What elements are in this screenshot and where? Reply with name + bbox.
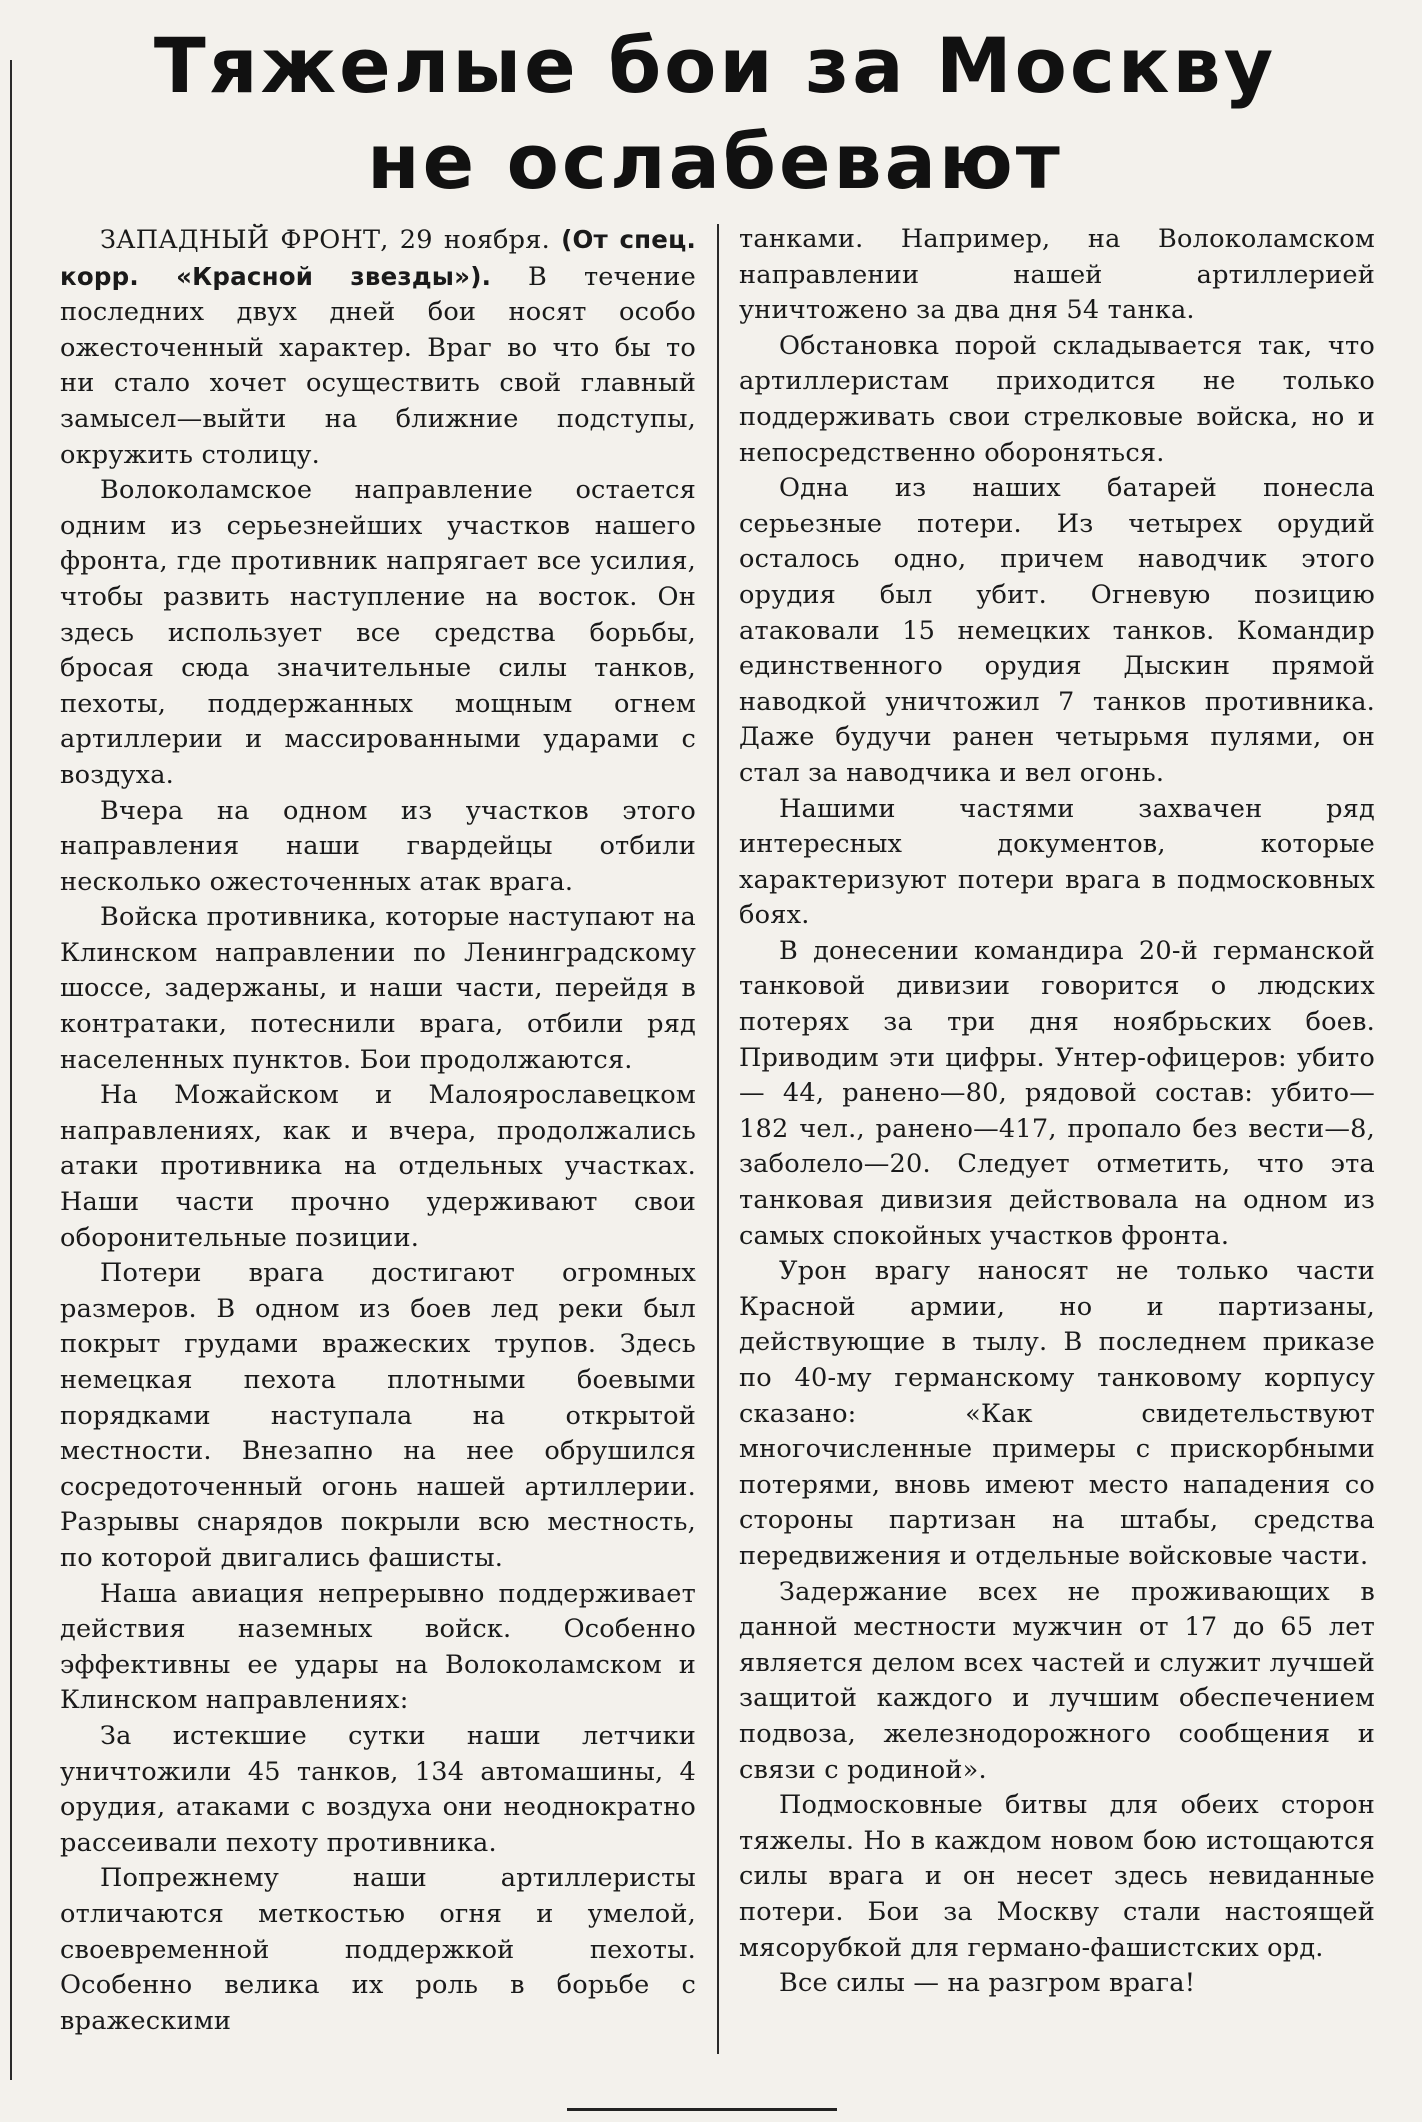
article-paragraph: На Можайском и Малоярославецком направлениях, как и вчера, продолжались атаки противника на отдельных участках. Наши части прочно удерживают свои оборонительные позиции. — [60, 1080, 696, 1253]
source-credit: (От спец. корр. «Красной звезды»). — [60, 225, 696, 291]
article-paragraph: Попрежнему наши артиллеристы отличаются меткостью огня и умелой, своевременной поддержкой пехоты. Особенно велика их роль в борьбе с вражескими — [60, 1863, 696, 2036]
article-paragraph: Подмосковные битвы для обеих сторон тяжелы. Но в каждом новом бою истощаются силы врага и он несет здесь невиданные потери. Бои за Москву стали настоящей мясорубкой для германо-фашистских орд. — [739, 1790, 1375, 1963]
article-paragraph: Войска противника, которые наступают на Клинском направлении по Ленинградскому шоссе, задержаны, и наши части, перейдя в контратаки, потеснили врага, отбили ряд населенных пунктов. Бои продолжаются. — [60, 902, 696, 1075]
article-paragraph: Урон врагу наносят не только части Красной армии, но и партизаны, действующие в тылу. В последнем приказе по 40-му германскому танковому корпусу сказано: «Как свидетельствуют многочисленные примеры с прискорбными потерями, вновь имеют место нападения со стороны партизан на штабы, средства передвижения и отдельные войсковые части. — [739, 1256, 1375, 1571]
left-column-rule — [10, 60, 12, 2080]
article-column-left — [60, 222, 696, 2062]
article-body — [60, 222, 1375, 2062]
article-paragraph: Нашими частями захвачен ряд интересных документов, которые характеризуют потери врага в подмосковных боях. — [739, 793, 1375, 931]
dateline: ЗАПАДНЫЙ ФРОНТ, 29 ноября. — [100, 225, 550, 255]
article-column-right — [739, 222, 1375, 2062]
article-paragraph: В донесении командира 20-й германской танковой дивизии говорится о людских потерях за три дня ноябрьских боев. Приводим эти цифры. Унтер-офицеров: убито — 44, ранено—80, рядовой состав: убито—182 чел., ранено—417, пропало без вести—8, заболело—20. Следует отметить, что эта танковая дивизия действовала на одном из самых спокойных участков фронта. — [739, 935, 1375, 1251]
article-paragraph-continued: танками. Например, на Волоколамском направлении нашей артиллерией уничтожено за два дня 54 танка. — [739, 224, 1375, 326]
lead-text: В течение последних двух дней бои носят особо ожесточенный характер. Враг во что бы то ни стало хочет осуществить свой главный замысел—выйти на ближние подступы, окружить столицу. — [60, 261, 696, 470]
headline-line-2: не ослабевают — [367, 117, 1063, 206]
article-paragraph: Потери врага достигают огромных размеров. В одном из боев лед реки был покрыт грудами вражеских трупов. Здесь немецкая пехота плотными боевыми порядками наступала на открытой местности. Внезапно на нее обрушился сосредоточенный огонь нашей артиллерии. Разрывы снарядов покрыли всю местность, по которой двигались фашисты. — [60, 1258, 696, 1573]
article-paragraph: Вчера на одном из участков этого направления наши гвардейцы отбили несколько ожесточенных атак врага. — [60, 795, 696, 897]
column-divider — [717, 224, 719, 2054]
headline-line-1: Тяжелые бои за Москву — [153, 21, 1277, 110]
bottom-rule — [567, 2108, 837, 2111]
closing-slogan: Все силы — на разгром врага! — [779, 1968, 1196, 1999]
article-paragraph: Одна из наших батарей понесла серьезные потери. Из четырех орудий осталось одно, причем наводчик этого орудия был убит. Огневую позицию атаковали 15 немецких танков. Командир единственного орудия Дыскин прямой наводкой уничтожил 7 танков противника. Даже будучи ранен четырьмя пулями, он стал за наводчика и вел огонь. — [739, 473, 1375, 788]
headline — [40, 18, 1390, 210]
article-paragraph: Наша авиация непрерывно поддерживает действия наземных войск. Особенно эффективны ее удары на Волоколамском и Клинском направлениях: — [60, 1578, 696, 1716]
article-paragraph: Обстановка порой складывается так, что артиллеристам приходится не только поддерживать свои стрелковые войска, но и непосредственно обороняться. — [739, 330, 1375, 468]
article-paragraph — [60, 222, 696, 473]
article-paragraph: За истекшие сутки наши летчики уничтожили 45 танков, 134 автомашины, 4 орудия, атаками с воздуха они неоднократно рассеивали пехоту противника. — [60, 1720, 696, 1858]
article-paragraph: Волоколамское направление остается одним из серьезнейших участков нашего фронта, где противник напрягает все усилия, чтобы развить наступление на восток. Он здесь использует все средства борьбы, бросая сюда значительные силы танков, пехоты, поддержанных мощным огнем артиллерии и массированными ударами с воздуха. — [60, 475, 696, 790]
article-paragraph: Задержание всех не проживающих в данной местности мужчин от 17 до 65 лет является делом всех частей и служит лучшей защитой каждого и лучшим обеспечением подвоза, железнодорожного сообщения и связи с родиной». — [739, 1576, 1375, 1785]
